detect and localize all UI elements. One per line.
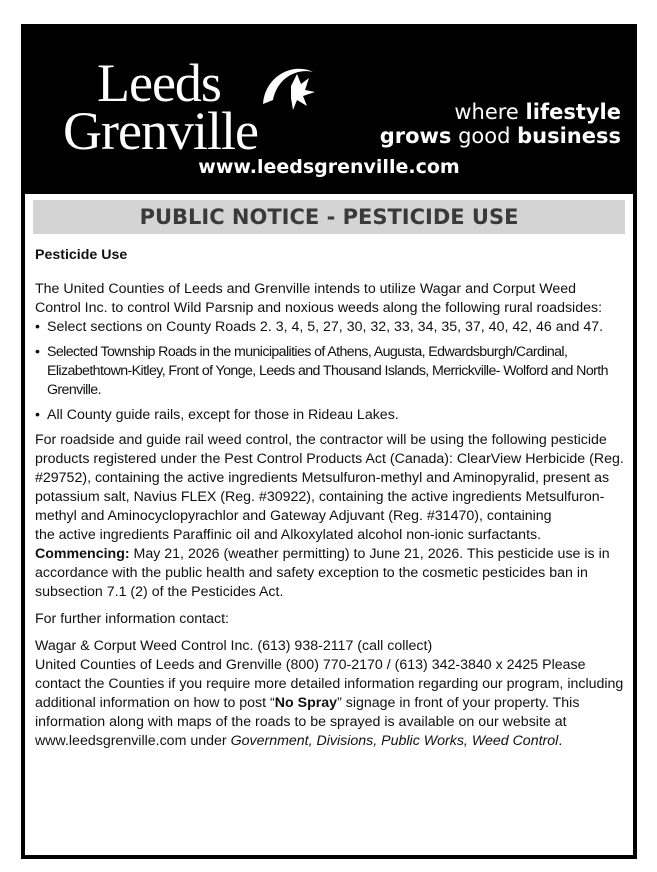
list-item: • Selected Township Roads in the municipalities of Athens, Augusta, Edwardsburgh/Cardinal, Elizabethtown-Kitley, Front of Yonge, Leeds and Thousand Islands, Merrickville- Wolford and North Grenville. bbox=[35, 343, 625, 400]
contact-counties-text-2: ” signage in front of your property. This information along with maps of the roads to be sprayed is available on our website at www.leedsgrenville.com under bbox=[35, 695, 580, 749]
no-spray-label: No Spray bbox=[274, 695, 338, 711]
list-item: • All County guide rails, except for those in Rideau Lakes. bbox=[35, 406, 625, 425]
logo-word-grenville: Grenville bbox=[63, 101, 258, 161]
intro-paragraph: The United Counties of Leeds and Grenville intends to utilize Wagar and Corput Weed Control Inc. to control Wild Parsnip and noxious weeds along the following rural roadsides: bbox=[35, 281, 603, 316]
notice-title: PUBLIC NOTICE - PESTICIDE USE bbox=[33, 200, 625, 234]
commencing-label: Commencing: bbox=[35, 546, 130, 562]
contact-counties bbox=[35, 656, 625, 751]
tagline bbox=[361, 100, 621, 148]
section-heading: Pesticide Use bbox=[35, 247, 128, 263]
tagline-grows: grows bbox=[379, 124, 452, 148]
tagline-business: business bbox=[517, 124, 621, 148]
logo-swirl-icon bbox=[253, 56, 323, 126]
contact-intro: For further information contact: bbox=[35, 611, 229, 627]
logo-word-leeds: Leeds bbox=[97, 53, 221, 113]
roads-list bbox=[35, 318, 625, 425]
tagline-part1: where bbox=[454, 100, 526, 124]
contact-wagar: Wagar & Corput Weed Control Inc. (613) 938-2117 (call collect) bbox=[35, 638, 433, 654]
tagline-part2: good bbox=[451, 124, 518, 148]
website-path: Government, Divisions, Public Works, Weed Control bbox=[230, 733, 559, 749]
header-banner bbox=[25, 28, 633, 194]
tagline-lifestyle: lifestyle bbox=[525, 100, 621, 124]
adjuvant-line: the active ingredients Paraffinic oil and Alkoxylated alcohol non-ionic surfactants. bbox=[35, 527, 542, 543]
end-period: . bbox=[558, 733, 563, 749]
commencing-text: May 21, 2026 (weather permitting) to June 21, 2026. This pesticide use is in accordance with the public health and safety exception to the cosmetic pesticides ban in subsection 7.1 (2) of the Pesticides Act. bbox=[35, 546, 610, 600]
notice-body bbox=[35, 246, 625, 751]
header-website: www.leedsgrenville.com bbox=[198, 156, 460, 178]
products-paragraph: For roadside and guide rail weed control, the contractor will be using the following pesticide products registered under the Pest Control Products Act (Canada): ClearView Herbicide (Reg. #29752), containing the active ingredients Metsulfuron-methyl and Aminopyralid, present as potassium salt, Navius FLEX (Reg. #30922), containing the active ingredients Metsulfuron-methyl and Aminocyclopyrachlor and Gateway Adjuvant (Reg. #31470), containing bbox=[35, 432, 624, 524]
contact-counties-text-1: United Counties of Leeds and Grenville (800) 770-2170 / (613) 342-3840 x 2425 Please contact the Counties if you require more detailed information regarding our program, including additional information on how to post “ bbox=[35, 657, 624, 711]
list-item: • Select sections on County Roads 2. 3, 4, 5, 27, 30, 32, 33, 34, 35, 37, 40, 42, 46 and 47. bbox=[35, 318, 625, 337]
commencing-paragraph bbox=[35, 545, 625, 602]
notice-frame bbox=[21, 24, 637, 859]
